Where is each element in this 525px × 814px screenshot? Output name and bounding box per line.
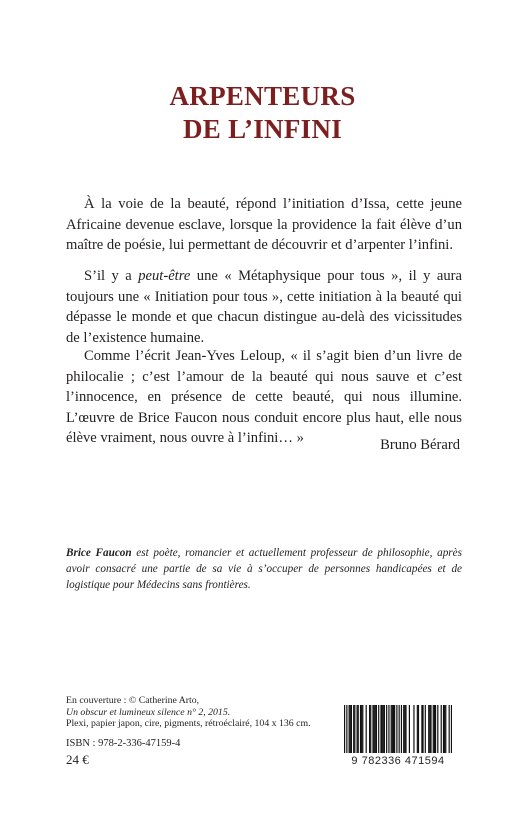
author-bio (66, 545, 462, 593)
blurb-paragraph-2 (66, 266, 462, 348)
barcode-digits: 9 782336 471594 (351, 755, 445, 767)
blurb-text-3: Comme l’écrit Jean-Yves Leloup, « il s’agit bien d’un livre de philocalie ; c’est l’amour de la beauté qui nous sauve et c’est l’innocence, en présence de cette beauté, qui nous illumine. L’œuvre de Brice Faucon nous conduit encore plus haut, elle nous élève vraiment, nous ouvre à l’infini… » (66, 348, 462, 446)
blurb-text-2-emphasis: peut-être (138, 268, 191, 284)
blurb-paragraph-3 (66, 346, 462, 449)
barcode-bars (344, 705, 452, 757)
blurb-paragraph-1 (66, 194, 462, 256)
blurb-text-1: À la voie de la beauté, répond l’initiation d’Issa, cette jeune Africaine devenue esclave, lorsque la providence la fait élève d’un maître de poésie, lui permettant de découvrir et d’arpenter l’infini. (66, 196, 462, 253)
barcode (335, 699, 461, 771)
credits-line-2: Un obscur et lumineux silence n° 2, 2015. (66, 706, 231, 718)
author-bio-text: est poète, romancier et actuellement professeur de philosophie, après avoir consacré une partie de sa vie à s’occuper de personnes handicapées et de logistique pour Médecins sans frontières. (66, 547, 462, 591)
credits-line-3: Plexi, papier japon, cire, pigments, rétroéclairé, 104 x 136 cm. (66, 718, 311, 730)
cover-credits (66, 695, 311, 730)
credits-line-1: En couverture : © Catherine Arto, (66, 695, 200, 706)
blurb-text-2a: S’il y a (84, 268, 139, 284)
blurb-text-2b: une « Métaphysique pour tous », il y aura toujours une « Initiation pour tous », cette initiation à la beauté qui dépasse le monde et que chacun distingue au-delà des vicissitudes de l’existence humaine. (66, 268, 462, 346)
quote-signature: Bruno Bérard (380, 437, 460, 453)
author-name: Brice Faucon (66, 547, 132, 559)
isbn-text: ISBN : 978-2-336-47159-4 (66, 738, 181, 749)
book-title-line2: DE L’INFINI (182, 114, 343, 144)
book-title-line1: ARPENTEURS (169, 81, 356, 111)
price-text: 24 € (66, 752, 89, 767)
